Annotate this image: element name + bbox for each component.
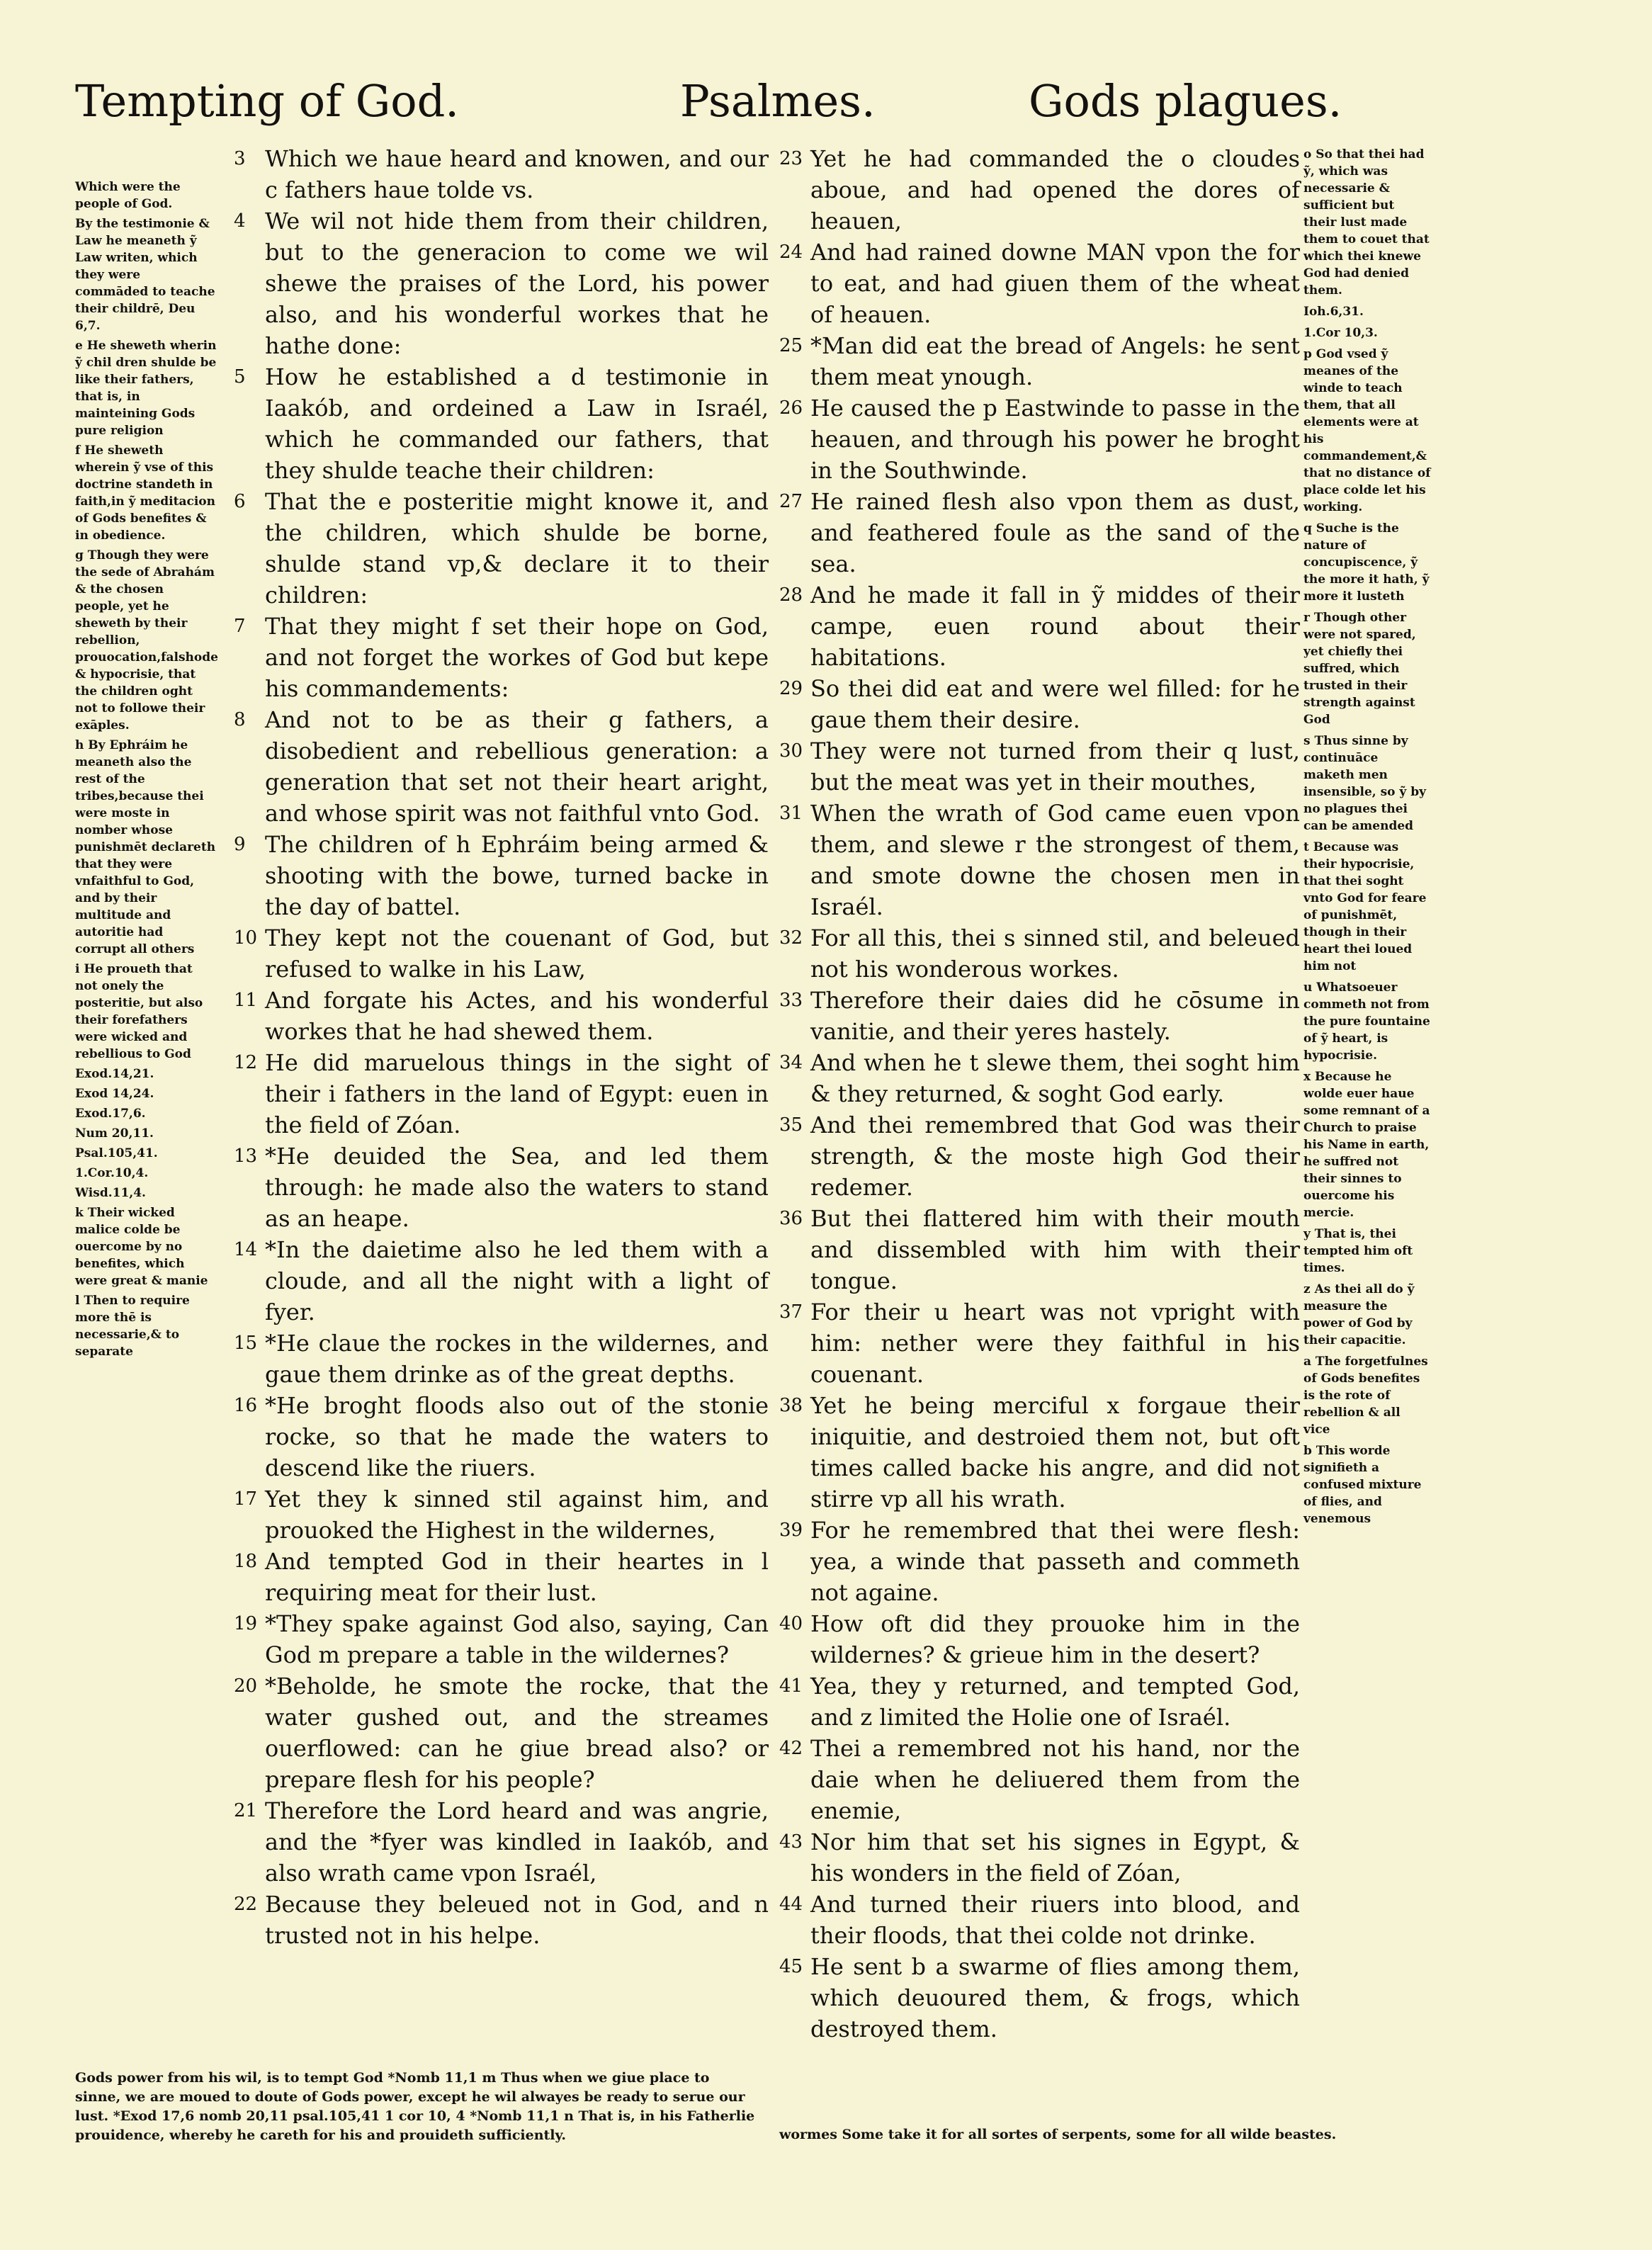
verse-text: *He broght floods also out of the stonie rocke, so that he made the waters to descend like the riuers. <box>265 1392 769 1481</box>
verse <box>779 1951 1300 2045</box>
verse-text: How he established a d testimonie in Iaakób, and ordeined a Law in Israél, which he commanded our fathers, that they shulde teache their children: <box>265 363 769 484</box>
verse-text: *He deuided the Sea, and led them through: he made also the waters to stand as an heape. <box>265 1143 769 1232</box>
verse <box>234 1608 769 1670</box>
verse <box>234 1328 769 1390</box>
verse-text: We wil not hide them from their children, but to the generacion to come we wil shewe the praises of the Lord, his power also, and his wonderful workes that he hathe done: <box>265 208 769 359</box>
verse <box>234 1670 769 1795</box>
margin-note: l Then to require more thē is necessarie,& to separate <box>75 1294 190 1359</box>
verse-text: For their u heart was not vpright with him: nether were they faithful in his couenant. <box>810 1299 1300 1388</box>
verse <box>779 1296 1300 1390</box>
verse-number: 21 <box>234 1800 258 1821</box>
verse <box>234 704 769 829</box>
margin-note: h By Ephráim he meaneth also the rest of the tribes,because thei were moste in nomber whose punishmēt declareth that they were vnfaithful to God, and by their multitude and autoritie had corrupt all others <box>75 738 216 956</box>
margin-note: Psal.105,41. <box>75 1146 158 1160</box>
margin-note: By the testimonie & Law he meaneth ỹ Law writen, which they were commāded to teache their childrē, Deu 6,7. <box>75 217 215 333</box>
verse-number: 30 <box>779 740 803 762</box>
verse-text: How oft did they prouoke him in the wildernes? & grieue him in the desert? <box>810 1610 1300 1668</box>
margin-note: f He sheweth wherein ỹ vse of this doctrine standeth in faith,in ỹ meditacion of Gods benefites & in obedience. <box>75 443 215 543</box>
verse-text: That the e posteritie might knowe it, and the children, which shulde be borne, shulde stand vp,& declare it to their children: <box>265 488 769 609</box>
verse <box>779 1390 1300 1515</box>
verse-number: 8 <box>234 709 246 730</box>
margin-note: p God vsed ỹ meanes of the winde to teach them, that all elements were at his commandement,& that no distance of place colde let his working. <box>1303 347 1431 514</box>
margin-note: t Because was their hypocrisie, that thei soght vnto God for feare of punishmēt, though in their heart thei loued him not <box>1303 840 1427 973</box>
right-column <box>779 143 1300 2045</box>
verse-number: 6 <box>234 491 246 512</box>
verse <box>779 330 1300 392</box>
margin-note: 1.Cor.10,4. <box>75 1166 149 1180</box>
margin-note: q Suche is the nature of concupiscence, ỹ the more it hath, ỹ more it lusteth <box>1303 521 1430 604</box>
verse <box>779 673 1300 735</box>
verse-text: So thei did eat and were wel filled: for he gaue them their desire. <box>810 675 1300 733</box>
verse-number: 19 <box>234 1613 258 1634</box>
margin-note: s Thus sinne by continuāce maketh men insensible, so ỹ by no plagues thei can be amended <box>1303 734 1426 833</box>
verse-text: He rained flesh also vpon them as dust, and feathered foule as the sand of the sea. <box>810 488 1300 577</box>
verse-number: 45 <box>779 1956 803 1977</box>
margin-note: i He proueth that not onely the posteritie, but also their forefathers were wicked and rebellious to God <box>75 962 203 1061</box>
verse <box>234 1546 769 1608</box>
verse-number: 44 <box>779 1894 803 1915</box>
verse-text: He did maruelous things in the sight of their i fathers in the land of Egypt: euen in the field of Zóan. <box>265 1049 769 1138</box>
verse <box>779 486 1300 580</box>
right-margin-notes <box>1303 146 1431 1532</box>
verse-text: Which we haue heard and knowen, and our c fathers haue tolde vs. <box>265 145 769 203</box>
verse-text: And turned their riuers into blood, and their floods, that thei colde not drinke. <box>810 1891 1300 1949</box>
verse <box>779 143 1300 237</box>
verse-number: 3 <box>234 148 246 169</box>
verse <box>779 1109 1300 1203</box>
verse-number: 34 <box>779 1052 803 1073</box>
footnotes-right <box>779 2125 1417 2144</box>
verse-text: They kept not the couenant of God, but refused to walke in his Law, <box>265 925 769 983</box>
verse-text: The children of h Ephráim being armed & shooting with the bowe, turned backe in the day of battel. <box>265 831 769 920</box>
verse-text: For he remembred that thei were flesh: yea, a winde that passeth and commeth not againe. <box>810 1517 1300 1606</box>
verse-text: And thei remembred that God was their strength, & the moste high God their redemer. <box>810 1112 1300 1201</box>
margin-note: e He sheweth wherin ỹ chil dren shulde be like their fathers, that is, in mainteining Gods pure religion <box>75 339 217 438</box>
verse-text: And had rained downe MAN vpon the for to eat, and had giuen them of the wheat of heauen. <box>810 239 1300 328</box>
verse-text: *Beholde, he smote the rocke, that the water gushed out, and the streames ouerflowed: can he giue bread also? or prepare flesh for his people? <box>265 1673 769 1793</box>
verse-text: And not to be as their g fathers, a disobedient and rebellious generation: a generation that set not their heart aright, and whose spirit was not faithful vnto God. <box>265 706 769 827</box>
footnote-text-right: wormes Some take it for all sortes of serpents, some for all wilde beastes. <box>779 2127 1337 2142</box>
verse <box>234 1390 769 1483</box>
verse <box>234 829 769 922</box>
margin-note: z As thei all do ỹ measure the power of God by their capacitie. <box>1303 1282 1415 1347</box>
verse-text: Nor him that set his signes in Egypt, & his wonders in the field of Zóan, <box>810 1828 1300 1887</box>
verse-text: He caused the p Eastwinde to passe in the heauen, and through his power he broght in the Southwinde. <box>810 395 1300 484</box>
verse <box>234 922 769 985</box>
margin-note: Num 20,11. <box>75 1126 154 1141</box>
verse-number: 7 <box>234 616 246 637</box>
verse <box>779 1733 1300 1826</box>
left-column <box>234 143 769 1951</box>
verse-number: 15 <box>234 1333 258 1354</box>
margin-note: u Whatsoeuer commeth not from the pure fountaine of ỹ heart, is hypocrisie. <box>1303 980 1430 1063</box>
margin-note: Which were the people of God. <box>75 180 181 211</box>
verse <box>234 1483 769 1546</box>
verse <box>234 361 769 486</box>
margin-note: g Though they were the sede of Abrahám & the chosen people, yet he sheweth by their rebellion, prouocation,falshode & hypocrisie, that the children oght not to followe their exāples. <box>75 548 218 733</box>
margin-note: Exod.17,6. <box>75 1107 146 1121</box>
verse-text: Because they beleued not in God, and n trusted not in his helpe. <box>265 1891 769 1949</box>
left-margin-notes <box>75 179 217 1363</box>
verse <box>779 1515 1300 1608</box>
verse-text: And when he t slewe them, thei soght him & they returned, & soght God early. <box>810 1049 1300 1107</box>
verse-number: 40 <box>779 1613 803 1634</box>
verse <box>234 486 769 611</box>
verse-number: 37 <box>779 1301 803 1323</box>
verse <box>779 1203 1300 1296</box>
verse-number: 14 <box>234 1239 258 1260</box>
verse <box>234 1795 769 1889</box>
verse-number: 39 <box>779 1520 803 1541</box>
verse-text: But thei flattered him with their mouth and dissembled with him with their tongue. <box>810 1205 1300 1294</box>
verse-number: 11 <box>234 990 258 1011</box>
verse <box>779 392 1300 486</box>
verse <box>779 735 1300 798</box>
verse <box>779 1670 1300 1733</box>
verse <box>234 611 769 704</box>
verse <box>234 985 769 1047</box>
margin-note: 1.Cor 10,3. <box>1303 326 1378 340</box>
verse <box>779 1608 1300 1670</box>
verse-number: 16 <box>234 1395 258 1416</box>
margin-note: o So that thei had ỹ, which was necessarie & sufficient but their lust made them to couet that which thei knewe God had denied them. <box>1303 147 1430 298</box>
verse-number: 17 <box>234 1488 258 1510</box>
footnote-text-left: Gods power from his wil, is to tempt God *Nomb 11,1 m Thus when we giue place to sinne, we are moued to doute of Gods power, except he wil alwayes be ready to serue our lust. *Exod 17,6 nomb 20,11 psal.105,41 1 cor 10, 4 *Nomb 11,1 n That is, in his Fatherlie prouidence, whereby he careth for his and prouideth sufficiently. <box>75 2070 755 2143</box>
verse-text: He sent b a swarme of flies among them, which deuoured them, & frogs, which destroyed them. <box>810 1953 1300 2042</box>
verse-number: 27 <box>779 491 803 512</box>
verse-text: Yea, they y returned, and tempted God, and z limited the Holie one of Israél. <box>810 1673 1300 1731</box>
verse-text: Therefore the Lord heard and was angrie, and the *fyer was kindled in Iaakób, and also wrath came vpon Israél, <box>265 1797 769 1887</box>
verse-number: 26 <box>779 397 803 419</box>
verse <box>779 580 1300 673</box>
verse-number: 36 <box>779 1208 803 1229</box>
verse-text: That they might f set their hope on God, and not forget the workes of God but kepe his commandements: <box>265 613 769 702</box>
verse-text: Yet he being merciful x forgaue their iniquitie, and destroied them not, but oft times called backe his angre, and did not stirre vp all his wrath. <box>810 1392 1300 1513</box>
verse-number: 23 <box>779 148 803 169</box>
verse-text: And forgate his Actes, and his wonderful workes that he had shewed them. <box>265 987 769 1045</box>
verse-number: 24 <box>779 242 803 263</box>
verse <box>234 1141 769 1234</box>
verse-text: Yet he had commanded the o cloudes aboue, and had opened the dores of heauen, <box>810 145 1300 234</box>
margin-note: x Because he wolde euer haue some remnant of a Church to praise his Name in earth, he suffred not their sinnes to ouercome his mercie. <box>1303 1070 1430 1220</box>
verse <box>779 798 1300 922</box>
margin-note: Ioh.6,31. <box>1303 305 1364 319</box>
verse-number: 22 <box>234 1894 258 1915</box>
verse-text: Thei a remembred not his hand, nor the daie when he deliuered them from the enemie, <box>810 1735 1300 1824</box>
verse-number: 9 <box>234 834 246 855</box>
margin-note: y That is, thei tempted him oft times. <box>1303 1227 1413 1275</box>
verse-text: *Man did eat the bread of Angels: he sent them meat ynough. <box>810 332 1300 390</box>
verse <box>234 143 769 205</box>
verse-number: 4 <box>234 210 246 232</box>
header-center: Psalmes. <box>680 75 876 127</box>
margin-note: a The forgetfulnes of Gods benefites is the rote of rebellion & all vice <box>1303 1355 1428 1437</box>
header-right: Gods plagues. <box>1029 75 1342 127</box>
verse-text: *In the daietime also he led them with a cloude, and all the night with a light of fyer. <box>265 1236 769 1325</box>
verse-number: 35 <box>779 1114 803 1136</box>
margin-note: Exod.14,21. <box>75 1067 154 1081</box>
verse-number: 10 <box>234 927 258 949</box>
verse-number: 29 <box>779 678 803 699</box>
verse <box>779 237 1300 330</box>
verse <box>779 922 1300 985</box>
verse-number: 33 <box>779 990 803 1011</box>
verse-number: 38 <box>779 1395 803 1416</box>
verse-number: 20 <box>234 1675 258 1697</box>
verse-number: 32 <box>779 927 803 949</box>
verse-text: For all this, thei s sinned stil, and beleued not his wonderous workes. <box>810 925 1300 983</box>
verse-number: 18 <box>234 1551 258 1572</box>
verse-number: 41 <box>779 1675 803 1697</box>
margin-note: Wisd.11,4. <box>75 1186 146 1200</box>
verse-text: *They spake against God also, saying, Can God m prepare a table in the wildernes? <box>265 1610 769 1668</box>
verse-text: Yet they k sinned stil against him, and prouoked the Highest in the wildernes, <box>265 1486 769 1544</box>
verse-text: Therefore their daies did he cōsume in vanitie, and their yeres hastely. <box>810 987 1300 1045</box>
margin-note: r Though other were not spared, yet chiefly thei suffred, which trusted in their strength against God <box>1303 611 1416 727</box>
verse <box>234 205 769 361</box>
verse-number: 43 <box>779 1831 803 1853</box>
verse <box>234 1047 769 1141</box>
verse-text: *He claue the rockes in the wildernes, and gaue them drinke as of the great depths. <box>265 1330 769 1388</box>
margin-note: b This worde signifieth a confused mixture of flies, and venemous <box>1303 1444 1422 1526</box>
verse <box>234 1889 769 1951</box>
verse-text: They were not turned from their q lust, but the meat was yet in their mouthes, <box>810 737 1300 796</box>
verse-number: 5 <box>234 366 246 388</box>
verse <box>779 1047 1300 1109</box>
verse <box>779 985 1300 1047</box>
verse-number: 12 <box>234 1052 258 1073</box>
verse-text: And he made it fall in ỹ middes of their campe, euen round about their habitations. <box>810 582 1300 671</box>
margin-note: Exod 14,24. <box>75 1087 154 1101</box>
verse-text: When the wrath of God came euen vpon them, and slewe r the strongest of them, and smote downe the chosen men in Israél. <box>810 800 1300 920</box>
verse-number: 25 <box>779 335 803 356</box>
header-left: Tempting of God. <box>75 75 460 127</box>
verse <box>779 1826 1300 1889</box>
verse <box>234 1234 769 1328</box>
verse-number: 28 <box>779 584 803 606</box>
verse-number: 42 <box>779 1738 803 1759</box>
verse-number: 13 <box>234 1146 258 1167</box>
verse-text: And tempted God in their heartes in l requiring meat for their lust. <box>265 1548 769 1606</box>
margin-note: k Their wicked malice colde be ouercome by no benefites, which were great & manie <box>75 1206 208 1288</box>
verse <box>779 1889 1300 1951</box>
verse-number: 31 <box>779 803 803 824</box>
